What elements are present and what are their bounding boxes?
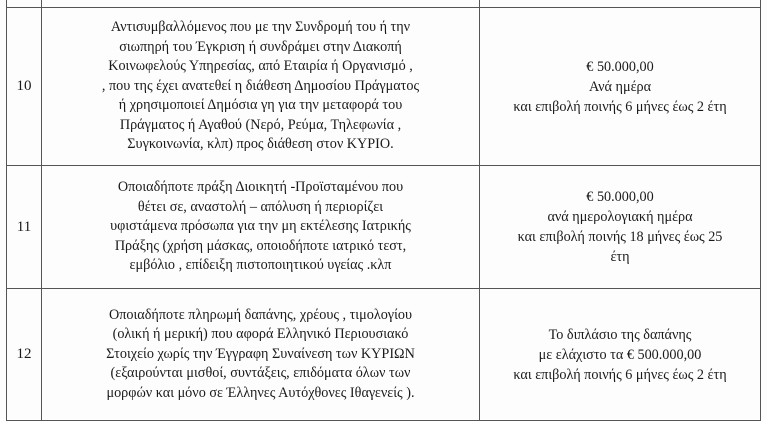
description-line: Στοιχείο χωρίς την Έγγραφη Συναίνεση των ΚΥΡΙΩΝ	[106, 345, 415, 362]
penalty-line: € 50.000,00	[586, 58, 654, 75]
penalty-cell	[480, 289, 761, 421]
description-line: , που της έχει ανατεθεί η διάθεση Δημοσίου Πράγματος	[101, 77, 420, 94]
description-line: Αντισυμβαλλόμενος που με την Συνδρομή του ή την	[110, 18, 411, 35]
description-line: υφιστάμενα πρόσωπα για την μη εκτέλεσης Ιατρικής	[110, 218, 411, 235]
row-number: 10	[7, 8, 42, 166]
description-line: εμβόλιο , επίδειξη πιστοποιητικού υγείας .κλπ	[129, 257, 392, 274]
penalty-line: ανά ημερολογιακή ημέρα	[547, 209, 693, 225]
table-row	[7, 8, 761, 166]
penalty-line: με ελάχιστο τα € 500.000,00	[538, 346, 702, 363]
description-line: Οποιαδήποτε πράξη Διοικητή -Προϊσταμένου που	[117, 179, 404, 196]
penalty-line: και επιβολή ποινής 6 μήνες έως 2 έτη	[513, 366, 727, 383]
offence-description	[42, 289, 480, 421]
description-line: (εξαιρούνται μισθοί, συντάξεις, επιδόματα όλων των	[110, 365, 411, 382]
description-line: Κοινωφελούς Υπηρεσίας, από Εταιρία ή Οργανισμό ,	[108, 58, 413, 75]
penalty-cell	[480, 8, 761, 166]
penalty-line: Το διπλάσιο της δαπάνης	[548, 326, 692, 343]
table-row	[7, 289, 761, 421]
description-line: Οποιαδήποτε πληρωμή δαπάνης, χρέους , τιμολογίου	[108, 306, 412, 323]
penalties-table	[6, 0, 761, 421]
description-line: Πράξης (χρήση μάσκας, οποιοδήποτε ιατρικό τεστ,	[114, 237, 407, 254]
description-line: Συγκοινωνία, κλπ) προς διάθεση στον ΚΥΡΙΟ.	[127, 136, 394, 153]
description-line: σιωπηρή του Έγκριση ή συνδράμει στην Διακοπή	[119, 38, 402, 55]
description-line: θέτει σε, αναστολή – απόλυση ή περιορίζει	[137, 198, 384, 215]
description-line: (ολική ή μερική) που αφορά Ελληνικό Περιουσιακό	[112, 326, 409, 343]
penalty-line: και επιβολή ποινής 18 μήνες έως 25	[517, 229, 723, 245]
description-line: Πράγματος ή Αγαθού (Νερό, Ρεύμα, Τηλεφωνία ,	[119, 116, 402, 133]
description-line: μορφών και μόνο σε Έλληνες Αυτόχθονες Ιθαγενείς ).	[106, 384, 415, 401]
penalty-line: έτη	[610, 249, 630, 265]
table-row-previous	[7, 0, 761, 8]
offence-description	[42, 166, 480, 289]
row-number: 11	[7, 166, 42, 289]
penalty-line: € 50.000,00	[586, 189, 654, 205]
penalty-cell	[480, 166, 761, 289]
row-number: 12	[7, 289, 42, 421]
description-line: ή χρησιμοποιεί Δημόσια γη για την μεταφορά του	[118, 97, 403, 114]
penalty-line: και επιβολή ποινής 6 μήνες έως 2 έτη	[513, 98, 727, 115]
offence-description	[42, 8, 480, 166]
table-row	[7, 166, 761, 289]
penalty-line: Ανά ημέρα	[588, 78, 652, 95]
